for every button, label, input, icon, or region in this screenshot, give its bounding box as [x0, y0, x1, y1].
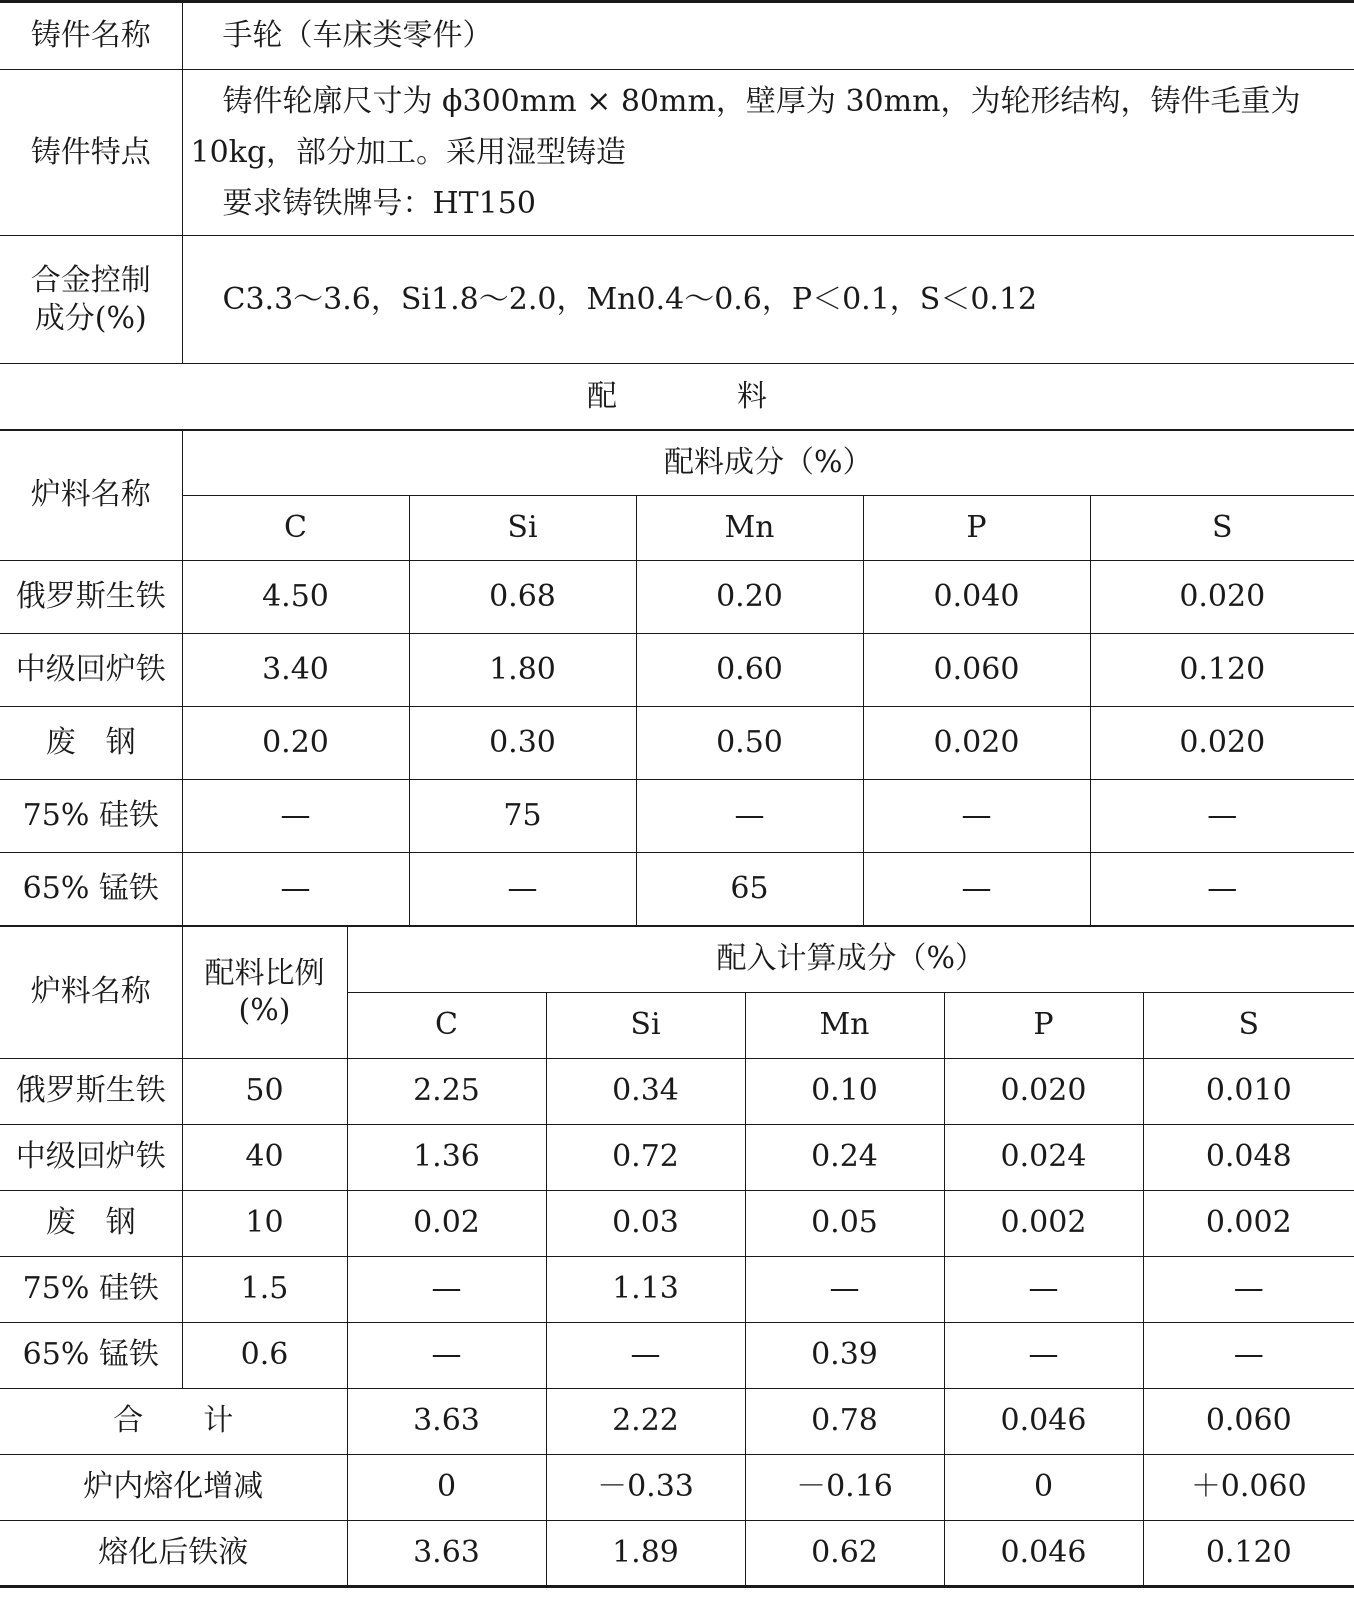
table-row — [0, 779, 1354, 852]
cell: — — [636, 779, 863, 852]
cell: 2.22 — [546, 1388, 745, 1454]
material-name-header: 炉料名称 — [0, 430, 182, 560]
col-header-mn: Mn — [745, 992, 944, 1058]
cell: 0.03 — [546, 1190, 745, 1256]
cell: 0.20 — [182, 706, 409, 779]
cell: — — [745, 1256, 944, 1322]
cell: — — [1090, 779, 1354, 852]
calc-ratio-header — [182, 926, 347, 1058]
cell: — — [1090, 852, 1354, 925]
cell: 0.10 — [745, 1058, 944, 1124]
ratio-cell: 10 — [182, 1190, 347, 1256]
alloy-label-line-1: 合金控制 — [30, 263, 151, 298]
cell: 0.020 — [1090, 560, 1354, 633]
table-row — [0, 1058, 1354, 1124]
casting-name-value: 手轮（车床类零件） — [182, 2, 1354, 70]
row-name: 中级回炉铁 — [0, 1124, 182, 1190]
col-header-s: S — [1143, 992, 1354, 1058]
cell: 1.13 — [546, 1256, 745, 1322]
cell: 3.40 — [182, 633, 409, 706]
casting-name-label: 铸件名称 — [0, 2, 182, 70]
row-name: 废 钢 — [0, 1190, 182, 1256]
casting-info-table — [0, 0, 1354, 364]
cell: 0.50 — [636, 706, 863, 779]
cell: 0 — [347, 1454, 546, 1520]
cell: 0.002 — [1143, 1190, 1354, 1256]
cell: 0.048 — [1143, 1124, 1354, 1190]
cell: — — [944, 1322, 1143, 1388]
cell: 0.02 — [347, 1190, 546, 1256]
cell: 0.30 — [409, 706, 636, 779]
cell: 0.046 — [944, 1520, 1143, 1586]
cell: — — [863, 852, 1090, 925]
row-name: 俄罗斯生铁 — [0, 560, 182, 633]
cell: 0.24 — [745, 1124, 944, 1190]
casting-name-row — [0, 2, 1354, 70]
cell: 2.25 — [347, 1058, 546, 1124]
cell: 75 — [409, 779, 636, 852]
row-name: 65% 锰铁 — [0, 1322, 182, 1388]
cell: 1.89 — [546, 1520, 745, 1586]
ratio-cell: 40 — [182, 1124, 347, 1190]
summary-label: 合 计 — [0, 1388, 347, 1454]
summary-label: 熔化后铁液 — [0, 1520, 347, 1586]
table-row — [0, 1124, 1354, 1190]
cell: 0.010 — [1143, 1058, 1354, 1124]
cell: 0.020 — [863, 706, 1090, 779]
cell: 0.040 — [863, 560, 1090, 633]
cell: 0.046 — [944, 1388, 1143, 1454]
table-row — [0, 633, 1354, 706]
cell: — — [546, 1322, 745, 1388]
cell: 0.20 — [636, 560, 863, 633]
cell: 0.72 — [546, 1124, 745, 1190]
material-column-headers — [0, 495, 1354, 560]
col-header-mn: Mn — [636, 495, 863, 560]
summary-label: 炉内熔化增减 — [0, 1454, 347, 1520]
ratio-cell: 50 — [182, 1058, 347, 1124]
ratio-header-line-1: 配料比例 — [204, 955, 325, 991]
calculated-composition-table — [0, 926, 1354, 1588]
material-composition-table — [0, 430, 1354, 926]
col-header-c: C — [347, 992, 546, 1058]
feature-line-2: 10kg，部分加工。采用湿型铸造 — [190, 135, 627, 170]
cell: 0.024 — [944, 1124, 1143, 1190]
cell: 0.020 — [944, 1058, 1143, 1124]
table-row — [0, 852, 1354, 925]
cell: 1.80 — [409, 633, 636, 706]
col-header-c: C — [182, 495, 409, 560]
ratio-cell: 0.6 — [182, 1322, 347, 1388]
alloy-control-value: C3.3～3.6，Si1.8～2.0，Mn0.4～0.6，P＜0.1，S＜0.12 — [182, 236, 1354, 364]
cell: — — [1143, 1256, 1354, 1322]
section-title: 配 料 — [0, 364, 1354, 429]
feature-line-3: 要求铸铁牌号：HT150 — [222, 186, 536, 221]
cell: 0.060 — [1143, 1388, 1354, 1454]
alloy-control-label — [0, 236, 182, 364]
row-name: 废 钢 — [0, 706, 182, 779]
casting-feature-text — [182, 70, 1354, 236]
alloy-label-line-2: 成分(%) — [34, 300, 147, 336]
cell: 4.50 — [182, 560, 409, 633]
cell: ＋0.060 — [1143, 1454, 1354, 1520]
cell: 65 — [636, 852, 863, 925]
table-row — [0, 1256, 1354, 1322]
cell: 0.120 — [1090, 633, 1354, 706]
ratio-header-line-2: (%) — [238, 993, 291, 1028]
summary-row-molten-iron — [0, 1520, 1354, 1586]
cell: — — [182, 779, 409, 852]
cell: 0.78 — [745, 1388, 944, 1454]
calc-name-header: 炉料名称 — [0, 926, 182, 1058]
cell: 0.68 — [409, 560, 636, 633]
cell: 0.05 — [745, 1190, 944, 1256]
cell: 1.36 — [347, 1124, 546, 1190]
cell: 0 — [944, 1454, 1143, 1520]
cell: 3.63 — [347, 1388, 546, 1454]
row-name: 中级回炉铁 — [0, 633, 182, 706]
col-header-p: P — [944, 992, 1143, 1058]
col-header-s: S — [1090, 495, 1354, 560]
batching-title-table — [0, 364, 1354, 430]
cell: 0.060 — [863, 633, 1090, 706]
summary-row-total — [0, 1388, 1354, 1454]
cell: — — [863, 779, 1090, 852]
feature-line-1: 铸件轮廓尺寸为 ϕ300mm × 80mm，壁厚为 30mm，为轮形结构，铸件毛重为 — [222, 84, 1301, 119]
table-row — [0, 1190, 1354, 1256]
cell: 0.020 — [1090, 706, 1354, 779]
col-header-si: Si — [409, 495, 636, 560]
summary-row-melt-change — [0, 1454, 1354, 1520]
cell: 3.63 — [347, 1520, 546, 1586]
calc-group-header: 配入计算成分（%） — [347, 926, 1354, 992]
cell: — — [182, 852, 409, 925]
cell: 0.39 — [745, 1322, 944, 1388]
cell: — — [1143, 1322, 1354, 1388]
row-name: 俄罗斯生铁 — [0, 1058, 182, 1124]
cell: 0.60 — [636, 633, 863, 706]
cell: — — [347, 1322, 546, 1388]
material-group-header: 配料成分（%） — [182, 430, 1354, 495]
casting-feature-row — [0, 70, 1354, 236]
casting-feature-label: 铸件特点 — [0, 70, 182, 236]
row-name: 65% 锰铁 — [0, 852, 182, 925]
cell: 0.34 — [546, 1058, 745, 1124]
cell: — — [347, 1256, 546, 1322]
cell: 0.120 — [1143, 1520, 1354, 1586]
row-name: 75% 硅铁 — [0, 779, 182, 852]
table-row — [0, 560, 1354, 633]
cell: 0.002 — [944, 1190, 1143, 1256]
cell: －0.16 — [745, 1454, 944, 1520]
table-row — [0, 706, 1354, 779]
cell: －0.33 — [546, 1454, 745, 1520]
cell: 0.62 — [745, 1520, 944, 1586]
col-header-si: Si — [546, 992, 745, 1058]
table-row — [0, 1322, 1354, 1388]
col-header-p: P — [863, 495, 1090, 560]
cell: — — [944, 1256, 1143, 1322]
alloy-control-row — [0, 236, 1354, 364]
row-name: 75% 硅铁 — [0, 1256, 182, 1322]
cell: — — [409, 852, 636, 925]
ratio-cell: 1.5 — [182, 1256, 347, 1322]
